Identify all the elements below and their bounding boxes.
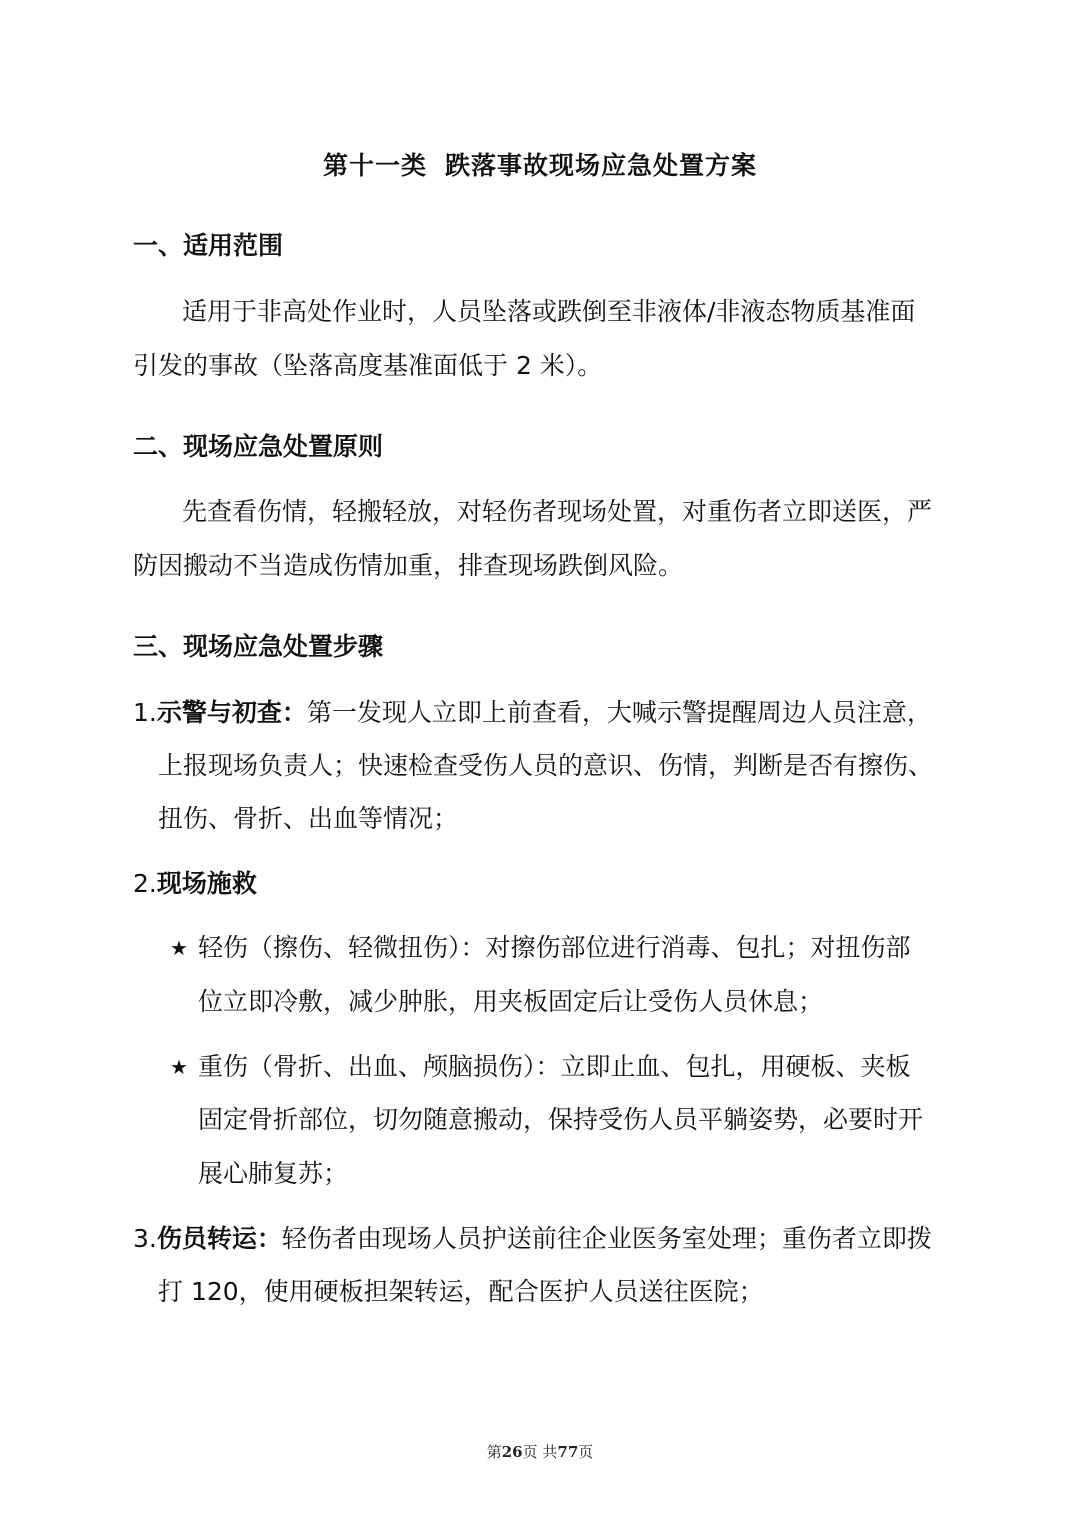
- section-heading-scope: 一、适用范围: [133, 231, 284, 260]
- step-1-continuation: 扭伤、骨折、出血等情况；: [158, 804, 459, 833]
- step-2-line: [133, 864, 257, 904]
- paragraph-line: 防因搬动不当造成伤情加重，排查现场跌倒风险。: [133, 551, 684, 580]
- paragraph-line: 适用于非高处作业时，人员坠落或跌倒至非液体/非液态物质基准面: [182, 297, 916, 326]
- step-label: 伤员转运：: [156, 1224, 282, 1253]
- paragraph-line: 先查看伤情，轻搬轻放，对轻伤者现场处置，对重伤者立即送医，严: [182, 497, 933, 526]
- page-number: 26: [501, 1443, 523, 1461]
- step-number: 1.: [133, 698, 157, 727]
- total-pages: 77: [557, 1443, 579, 1461]
- bullet-line: 轻伤（擦伤、轻微扭伤）：对擦伤部位进行消毒、包扎；对扭伤部: [198, 933, 911, 962]
- step-number: 3.: [133, 1224, 157, 1253]
- star-bullet-icon: ★: [170, 936, 188, 960]
- bullet-line: 重伤（骨折、出血、颅脑损伤）：立即止血、包扎，用硬板、夹板: [198, 1052, 911, 1081]
- step-3-continuation: 打 120，使用硬板担架转运，配合医护人员送往医院；: [158, 1277, 764, 1306]
- section-heading-principles: 二、现场应急处置原则: [133, 432, 384, 461]
- bullet-line: 固定骨折部位，切勿随意搬动，保持受伤人员平躺姿势，必要时开: [198, 1105, 924, 1134]
- footer-prefix: 第: [486, 1443, 502, 1461]
- step-text: 第一发现人立即上前查看，大喊示警提醒周边人员注意，: [306, 698, 932, 727]
- step-1-continuation: 上报现场负责人；快速检查受伤人员的意识、伤情，判断是否有擦伤、: [158, 751, 934, 780]
- document-title: [0, 146, 1080, 186]
- bullet-line: 展心肺复苏；: [198, 1159, 349, 1188]
- star-bullet-icon: ★: [170, 1055, 188, 1079]
- paragraph-line: 引发的事故（坠落高度基准面低于 2 米）。: [133, 351, 603, 380]
- step-label: 现场施救: [156, 869, 257, 898]
- footer-middle: 页 共: [522, 1443, 558, 1461]
- bullet-line: 位立即冷敷，减少肿胀，用夹板固定后让受伤人员休息；: [198, 987, 824, 1016]
- title-category: 第十一类: [322, 151, 427, 180]
- page-footer: [0, 1440, 1080, 1464]
- step-number: 2.: [133, 869, 157, 898]
- step-3-line: [133, 1219, 932, 1259]
- step-label: 示警与初查：: [156, 698, 307, 727]
- footer-suffix: 页: [578, 1443, 594, 1461]
- section-heading-steps: 三、现场应急处置步骤: [133, 632, 384, 661]
- step-1-line: [133, 693, 932, 733]
- title-text: 跌落事故现场应急处置方案: [445, 151, 758, 180]
- step-text: 轻伤者由现场人员护送前往企业医务室处理；重伤者立即拨: [281, 1224, 932, 1253]
